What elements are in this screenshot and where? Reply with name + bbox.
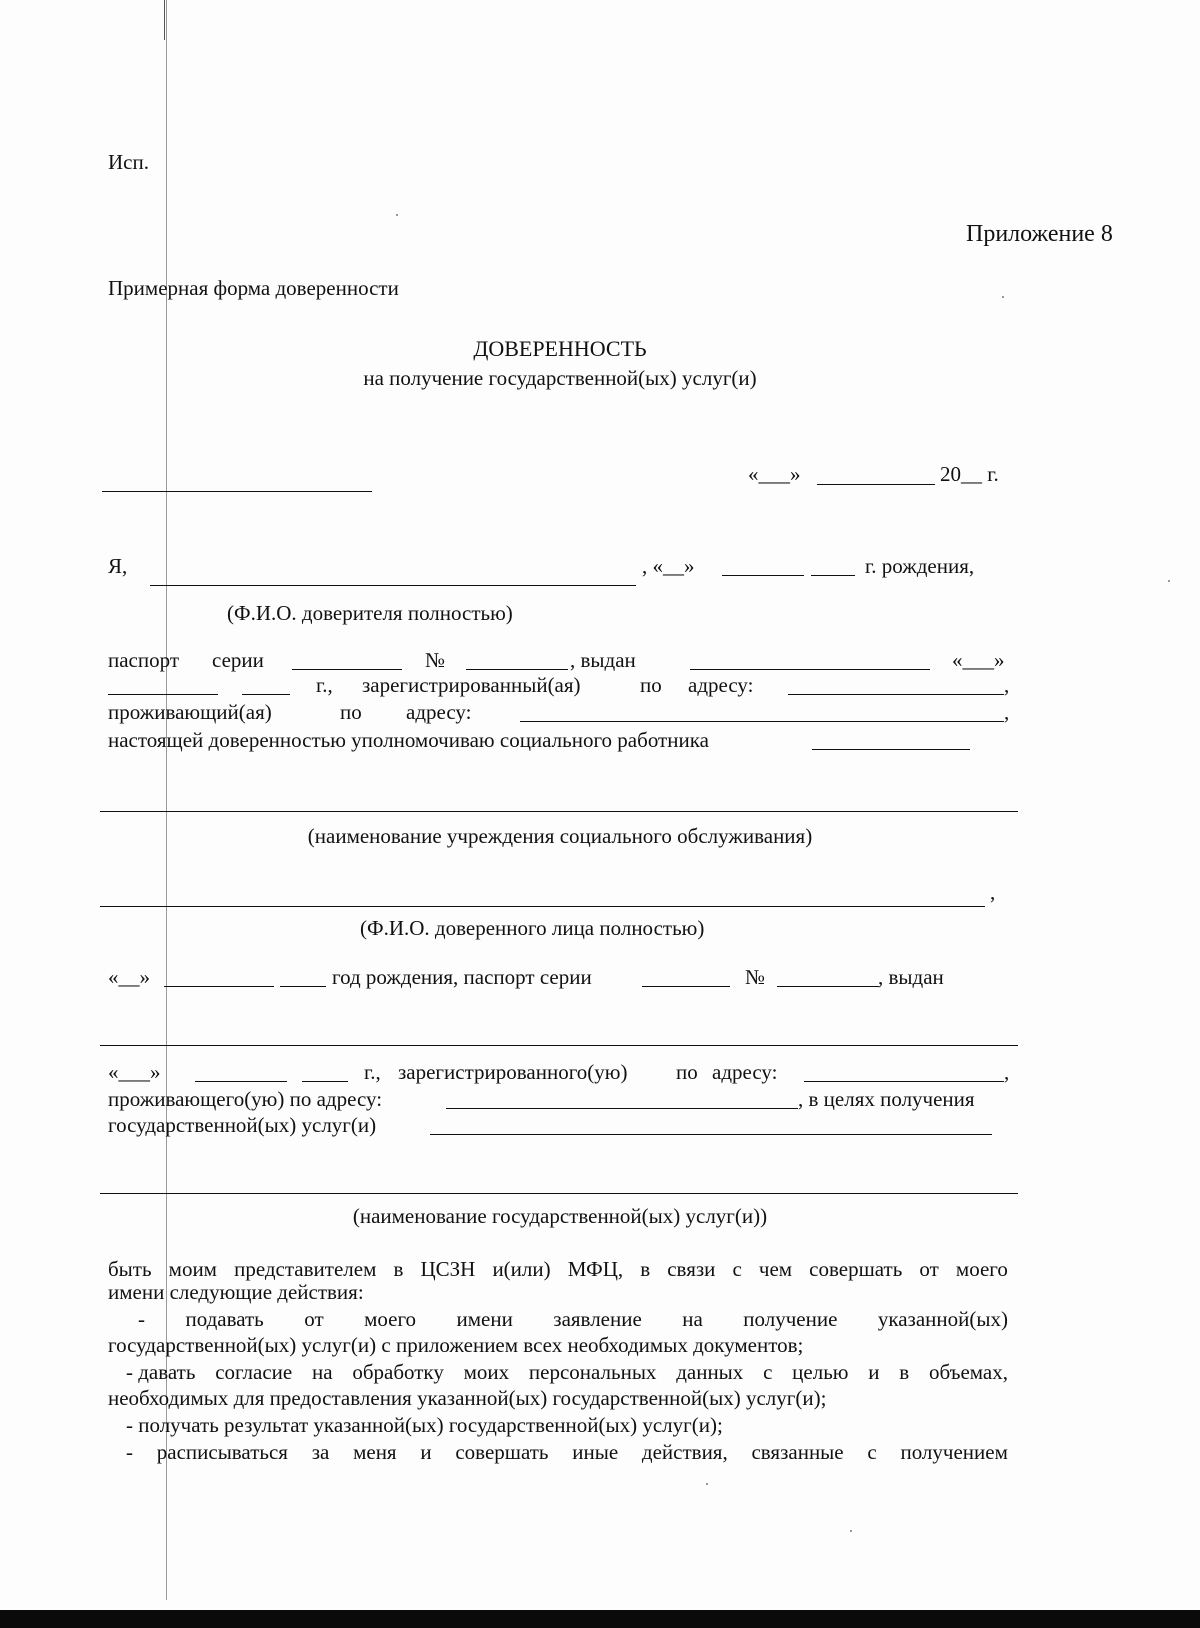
passport-number-line <box>466 669 568 670</box>
reg-po: по <box>640 673 662 697</box>
principal-birth-suffix: г. рождения, <box>865 554 975 578</box>
bullet-1-line-1 <box>138 1307 1008 1331</box>
word: от <box>304 1307 324 1331</box>
word: и(или) <box>492 1257 551 1281</box>
passport-issue-year-line <box>242 694 290 695</box>
principal-name-line <box>150 585 636 586</box>
reg-g: г., <box>316 673 333 697</box>
word: моего <box>364 1307 417 1331</box>
scan-speck <box>1168 580 1170 582</box>
services-name-line <box>100 1193 1018 1194</box>
word: моим <box>168 1257 217 1281</box>
word: быть <box>108 1257 152 1281</box>
word: ЦСЗН <box>420 1257 476 1281</box>
body-paragraph-line-2: имени следующие действия: <box>108 1280 364 1304</box>
word: расписываться <box>156 1440 288 1464</box>
trustee-issue-year-line <box>302 1081 348 1082</box>
word: на <box>312 1360 333 1384</box>
document-title: ДОВЕРЕННОСТЬ <box>473 336 647 361</box>
scan-speck <box>850 1530 852 1532</box>
word: за <box>311 1440 330 1464</box>
reg-comma: , <box>1004 673 1010 697</box>
word: действия, <box>641 1440 728 1464</box>
trustee-issue-day: «___» <box>108 1060 161 1084</box>
scan-speck <box>396 214 398 216</box>
passport-series-word: серии <box>212 648 264 672</box>
word: объемах, <box>928 1360 1008 1384</box>
principal-birth-year-line <box>811 575 855 576</box>
word: от <box>919 1257 939 1281</box>
passport-series-line <box>292 669 402 670</box>
word: связи <box>667 1257 716 1281</box>
trustee-reg-po: по <box>676 1060 698 1084</box>
scan-artifact-line <box>164 0 165 40</box>
passport-issue-day: «___» <box>952 648 1005 672</box>
word: заявление <box>553 1307 642 1331</box>
word: персональных <box>528 1360 657 1384</box>
word: с <box>732 1257 742 1281</box>
reg-address-word: адресу: <box>688 673 754 697</box>
body-paragraph-line-1 <box>108 1257 1008 1281</box>
date-year: 20__ г. <box>940 462 999 486</box>
trustee-live-text: проживающего(ую) по адресу: <box>108 1087 383 1111</box>
word: иные <box>572 1440 619 1464</box>
trustee-live-address-line <box>446 1108 798 1109</box>
date-day: «___» <box>748 462 801 486</box>
trustee-reg-word: зарегистрированного(ую) <box>398 1060 628 1084</box>
reg-address-line <box>788 694 1004 695</box>
institution-caption: (наименование учреждения социального обслуживания) <box>307 824 813 848</box>
word: подавать <box>185 1307 264 1331</box>
trustee-birth-day: «__» <box>108 965 150 989</box>
word: совершать <box>809 1257 903 1281</box>
word: в <box>393 1257 404 1281</box>
word: в <box>899 1360 910 1384</box>
scan-speck <box>706 1483 708 1485</box>
trustee-caption: (Ф.И.О. доверенного лица полностью) <box>360 916 705 940</box>
word: МФЦ, <box>567 1257 624 1281</box>
trustee-number-line <box>777 986 879 987</box>
word: получение <box>743 1307 838 1331</box>
appendix-label: Приложение 8 <box>966 221 1113 247</box>
trustee-issued: , выдан <box>878 965 944 989</box>
word: с <box>763 1360 773 1384</box>
word: на <box>682 1307 703 1331</box>
place-line <box>102 491 372 492</box>
word: - <box>126 1440 133 1464</box>
word: и <box>868 1360 880 1384</box>
trustee-reg-address-line <box>804 1081 1004 1082</box>
trustee-purpose: , в целях получения <box>798 1087 975 1111</box>
bullet-3: - получать результат указанной(ых) государственной(ых) услуг(и); <box>126 1413 723 1437</box>
scan-speck <box>1002 296 1004 298</box>
trustee-name-line <box>100 906 985 907</box>
principal-birth-month-line <box>722 575 804 576</box>
bullet-2-line-2: необходимых для предоставления указанной(ых) государственной(ых) услуг(и); <box>108 1386 827 1410</box>
services-label: государственной(ых) услуг(и) <box>108 1113 377 1137</box>
document-subtitle: на получение государственной(ых) услуг(и) <box>363 366 757 390</box>
passport-issue-month-line <box>108 694 218 695</box>
bullet-2-line-1 <box>126 1360 1008 1384</box>
word: - <box>138 1307 145 1331</box>
live-word: проживающий(ая) <box>108 700 272 724</box>
principal-birth-day: , «__» <box>642 554 695 578</box>
bullet-4-line-1 <box>126 1440 1008 1464</box>
trustee-issue-month-line <box>195 1081 287 1082</box>
live-address-line <box>520 721 1004 722</box>
isp-label: Исп. <box>108 150 149 174</box>
passport-issuer-line <box>690 669 930 670</box>
services-line <box>430 1134 992 1135</box>
passport-word: паспорт <box>108 648 180 672</box>
word: представителем <box>234 1257 377 1281</box>
trustee-comma: , <box>990 880 996 904</box>
trustee-number-sign: № <box>745 965 766 989</box>
trustee-issuer-line <box>100 1045 1018 1046</box>
social-worker-line <box>812 749 970 750</box>
bullet-1-line-2: государственной(ых) услуг(и) с приложением всех необходимых документов; <box>108 1333 804 1357</box>
principal-ya: Я, <box>108 554 128 578</box>
live-comma: , <box>1004 700 1010 724</box>
word: согласие <box>215 1360 293 1384</box>
word: с <box>867 1440 877 1464</box>
date-month-line <box>817 484 935 485</box>
word: целью <box>792 1360 849 1384</box>
trustee-birth-month-line <box>164 986 274 987</box>
word: моих <box>463 1360 510 1384</box>
institution-line <box>100 811 1018 812</box>
principal-caption: (Ф.И.О. доверителя полностью) <box>227 601 513 625</box>
word: - давать <box>126 1360 196 1384</box>
word: связанные <box>751 1440 844 1464</box>
passport-number-sign: № <box>425 648 446 672</box>
word: меня <box>353 1440 397 1464</box>
form-name: Примерная форма доверенности <box>108 276 399 300</box>
word: совершать <box>455 1440 549 1464</box>
passport-issued: , выдан <box>570 648 636 672</box>
word: имени <box>456 1307 513 1331</box>
word: моего <box>955 1257 1008 1281</box>
authorize-text: настоящей доверенностью уполномочиваю социального работника <box>108 728 709 752</box>
word: указанной(ых) <box>877 1307 1008 1331</box>
trustee-reg-address-word: адресу: <box>712 1060 778 1084</box>
services-caption: (наименование государственной(ых) услуг(и)) <box>352 1204 768 1228</box>
word: обработку <box>352 1360 444 1384</box>
trustee-reg-g: г., <box>364 1060 381 1084</box>
trustee-reg-comma: , <box>1004 1060 1010 1084</box>
word: чем <box>758 1257 793 1281</box>
trustee-birth-year-line <box>280 986 326 987</box>
reg-word: зарегистрированный(ая) <box>362 673 581 697</box>
word: данных <box>676 1360 744 1384</box>
word: получением <box>900 1440 1008 1464</box>
scan-bottom-edge <box>0 1610 1200 1628</box>
trustee-birth-text: год рождения, паспорт серии <box>332 965 592 989</box>
live-address-word: адресу: <box>406 700 472 724</box>
word: и <box>420 1440 432 1464</box>
live-po: по <box>340 700 362 724</box>
word: в <box>640 1257 651 1281</box>
trustee-series-line <box>642 986 730 987</box>
